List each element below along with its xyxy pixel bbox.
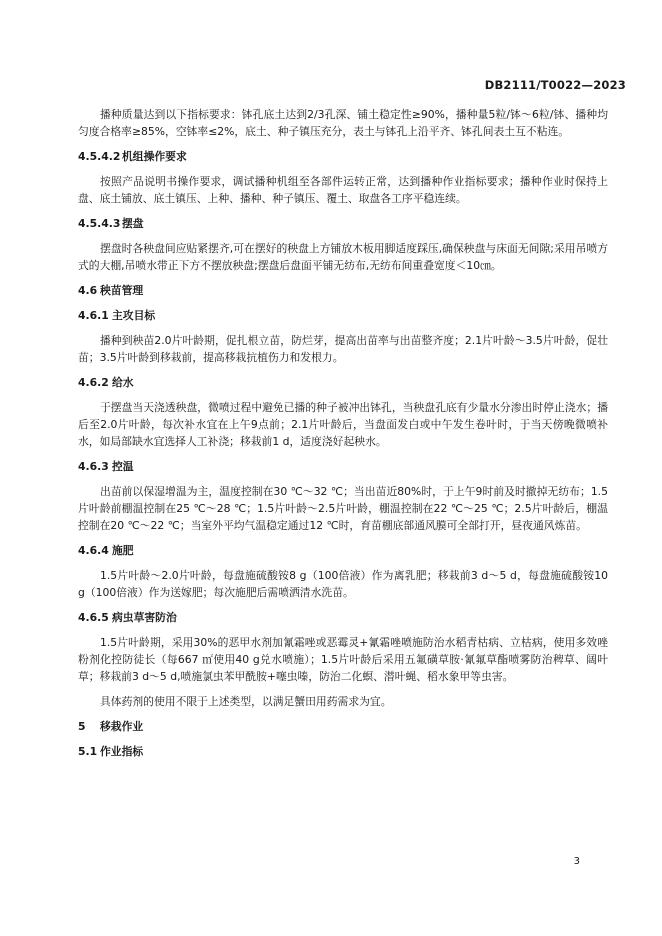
document-code: DB2111/T0022—2023 <box>484 78 626 92</box>
section-title: 病虫草害防治 <box>112 611 177 624</box>
section-heading <box>78 307 608 324</box>
section-heading <box>78 718 608 735</box>
section-title: 移栽作业 <box>100 720 144 733</box>
section-number: 4.6 <box>78 284 98 297</box>
section-number: 4.6.2 <box>78 376 109 389</box>
section-number: 4.5.4.3 <box>78 217 121 230</box>
paragraph: 出苗前以保湿增温为主，温度控制在30 ℃～32 ℃；当出苗近80%时，于上午9时前及时撤掉无纺布；1.5片叶龄前棚温控制在25 ℃～28 ℃；1.5片叶龄～2.5片叶龄，棚温控制在22 ℃～25 ℃；2.5片叶龄后，棚温控制在20 ℃～22 ℃；当室外平均气温稳定通过12 ℃时，育苗棚底部通风膜可全部打开，昼夜通风炼苗。 <box>78 485 608 532</box>
section-title: 施肥 <box>112 544 134 557</box>
section-heading <box>78 282 608 299</box>
section-heading <box>78 542 608 559</box>
section-heading <box>78 215 608 232</box>
section-title: 给水 <box>112 376 134 389</box>
section-title: 作业指标 <box>100 745 144 758</box>
page-number: 3 <box>573 856 580 867</box>
section-number: 4.6.5 <box>78 611 109 624</box>
section-heading <box>78 743 608 760</box>
paragraph: 1.5片叶龄～2.0片叶龄，每盘施硫酸铵8 g（100倍液）作为离乳肥；移栽前3 d～5 d，每盘施硫酸铵10 g（100倍液）作为送嫁肥；每次施肥后需喷洒清水洗苗。 <box>78 569 608 599</box>
section-number: 4.6.1 <box>78 309 109 322</box>
document-body <box>78 106 608 768</box>
section-number: 4.6.4 <box>78 544 109 557</box>
section-number: 5 <box>78 720 86 733</box>
paragraph: 按照产品说明书操作要求，调试播种机组至各部件运转正常，达到播种作业指标要求；播种作业时保持上盘、底土铺放、底土镇压、上种、播种、种子镇压、覆土、取盘各工序平稳连续。 <box>78 175 608 205</box>
paragraph: 播种质量达到以下指标要求：钵孔底土达到2/3孔深、铺土稳定性≥90%，播种量5粒/钵～6粒/钵、播种均匀度合格率≥85%，空钵率≤2%，底土、种子镇压充分，表土与钵孔上沿平齐、钵孔间表土互不粘连。 <box>78 108 608 138</box>
section-number: 4.5.4.2 <box>78 150 121 163</box>
section-title: 摆盘 <box>122 217 144 230</box>
paragraph: 具体药剂的使用不限于上述类型，以满足蟹田用药需求为宜。 <box>100 695 392 708</box>
paragraph: 播种到秧苗2.0片叶龄期，促扎根立苗，防烂芽，提高出苗率与出苗整齐度；2.1片叶龄～3.5片叶龄，促壮苗；3.5片叶龄到移栽前，提高移栽抗植伤力和发根力。 <box>78 334 608 364</box>
paragraph: 摆盘时各秧盘间应贴紧摆齐,可在摆好的秧盘上方铺放木板用脚适度踩压,确保秧盘与床面无间隙;采用吊喷方式的大棚,吊喷水带正下方不摆放秧盘;摆盘后盘面平铺无纺布,无纺布间重叠宽度＜10㎝。 <box>78 242 608 272</box>
section-title: 控温 <box>112 460 134 473</box>
section-number: 4.6.3 <box>78 460 109 473</box>
section-heading <box>78 458 608 475</box>
section-heading <box>78 609 608 626</box>
section-title: 机组操作要求 <box>122 150 187 163</box>
section-heading <box>78 148 608 165</box>
paragraph: 1.5片叶龄期，采用30%的恶甲水剂加氰霜唑或恶霉灵+氰霜唑喷施防治水稻青枯病、立枯病，使用多效唑粉剂化控防徒长（每667 ㎡使用40 g兑水喷施）；1.5片叶龄后采用五氟磺草胺·氰氟草酯喷雾防治稗草、阔叶草；移栽前3 d～5 d,喷施氯虫苯甲酰胺+噻虫嗪，防治二化螟、潜叶蝇、稻水象甲等虫害。 <box>78 636 608 683</box>
section-title: 主攻目标 <box>112 309 156 322</box>
paragraph: 于摆盘当天浇透秧盘，微喷过程中避免已播的种子被冲出钵孔，当秧盘孔底有少量水分渗出时停止浇水；播后至2.0片叶龄，每次补水宜在上午9点前；2.1片叶龄后，当盘面发白或中午发生卷叶时，于当天傍晚微喷补水，如局部缺水宜选择人工补浇；移栽前1 d，适度浇好起秧水。 <box>78 401 608 448</box>
section-title: 秧苗管理 <box>100 284 144 297</box>
section-heading <box>78 374 608 391</box>
section-number: 5.1 <box>78 745 98 758</box>
